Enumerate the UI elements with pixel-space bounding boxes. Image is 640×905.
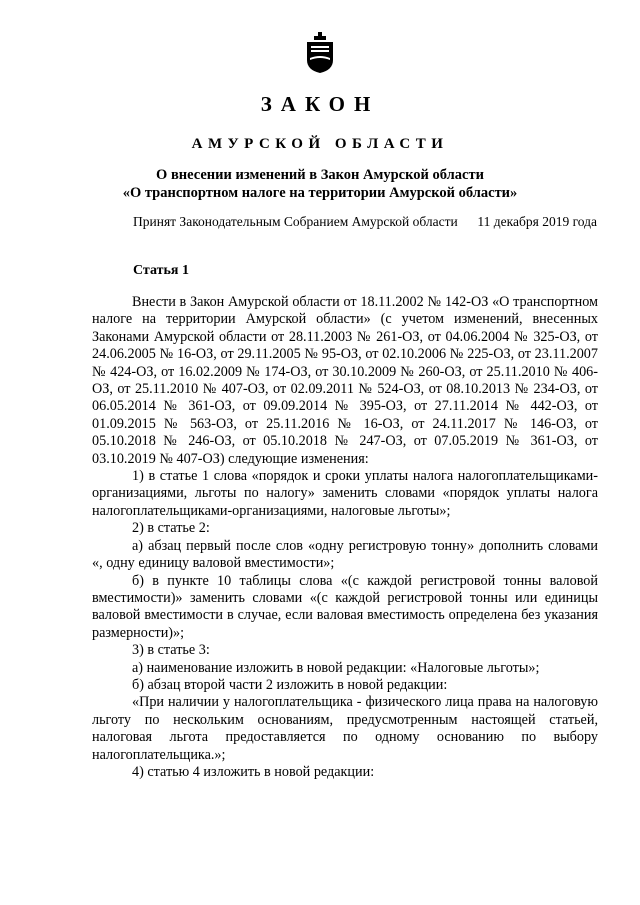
subject-line-1: О внесении изменений в Закон Амурской области [156,167,484,183]
paragraph-item-2b: б) в пункте 10 таблицы слова «(с каждой регистровой тонны валовой вместимости)» заменить словами «(с каждой регистровой тонны или единицы валовой вместимости в случае, если валовая вместимость определена без указания размерности)»; [92,572,598,641]
article-body [92,294,598,781]
law-title: ЗАКОН [260,92,380,116]
paragraph-item-3b: б) абзац второй части 2 изложить в новой редакции: [132,676,448,693]
adoption-line [133,214,597,230]
adoption-text: Принят Законодательным Собранием Амурской области [133,214,458,229]
paragraph-intro: Внести в Закон Амурской области от 18.11.2002 № 142-ОЗ «О транспортном налоге на территории Амурской области» (с учетом изменений, внесенных Законами Амурской области от 28.11.2003 № 261-ОЗ, от 04.06.2004 № 325-ОЗ, от 24.06.2005 № 16-ОЗ, от 29.11.2005 № 95-ОЗ, от 02.10.2006 № 225-ОЗ, от 23.11.2007 № 424-ОЗ, от 16.02.2009 № 174-ОЗ, от 30.10.2009 № 260-ОЗ, от 25.11.2010 № 406-ОЗ, от 25.11.2010 № 407-ОЗ, от 02.09.2011 № 524-ОЗ, от 08.10.2013 № 234-ОЗ, от 06.05.2014 № 361-ОЗ, от 09.09.2014 № 395-ОЗ, от 27.11.2014 № 442-ОЗ, от 01.09.2015 № 563-ОЗ, от 25.11.2016 № 16-ОЗ, от 24.11.2017 № 146-ОЗ, от 05.10.2018 № 246-ОЗ, от 05.10.2018 № 247-ОЗ, от 07.05.2019 № 361-ОЗ, от 03.10.2019 № 407-ОЗ) следующие изменения: [92,294,598,467]
paragraph-item-1: 1) в статье 1 слова «порядок и сроки уплаты налога налогоплательщиками-организациями, льготы по налогу» заменить словами «порядок уплаты налога налогоплательщиками-организациями, налоговые льготы»; [92,468,598,519]
paragraph-item-3a: а) наименование изложить в новой редакции: «Налоговые льготы»; [132,659,540,676]
adoption-date: 11 декабря 2019 года [477,214,597,229]
paragraph-item-2a: а) абзац первый после слов «одну регистровую тонну» дополнить словами «, одну единицу валовой вместимости»; [92,537,598,572]
law-subject [0,166,640,202]
paragraph-item-2: 2) в статье 2: [132,520,210,537]
paragraph-item-3: 3) в статье 3: [132,642,210,659]
region-title: АМУРСКОЙ ОБЛАСТИ [191,136,449,152]
coat-of-arms-emblem-icon [305,32,335,74]
subject-line-2: «О транспортном налоге на территории Амурской области» [122,185,518,201]
paragraph-quote: «При наличии у налогоплательщика - физического лица права на налоговую льготу по нескольким основаниям, предусмотренным настоящей статьей, налоговая льгота предоставляется по одному основанию по выбору налогоплательщика.»; [92,694,598,763]
article-title: Статья 1 [133,263,189,278]
paragraph-item-4: 4) статью 4 изложить в новой редакции: [132,763,375,780]
